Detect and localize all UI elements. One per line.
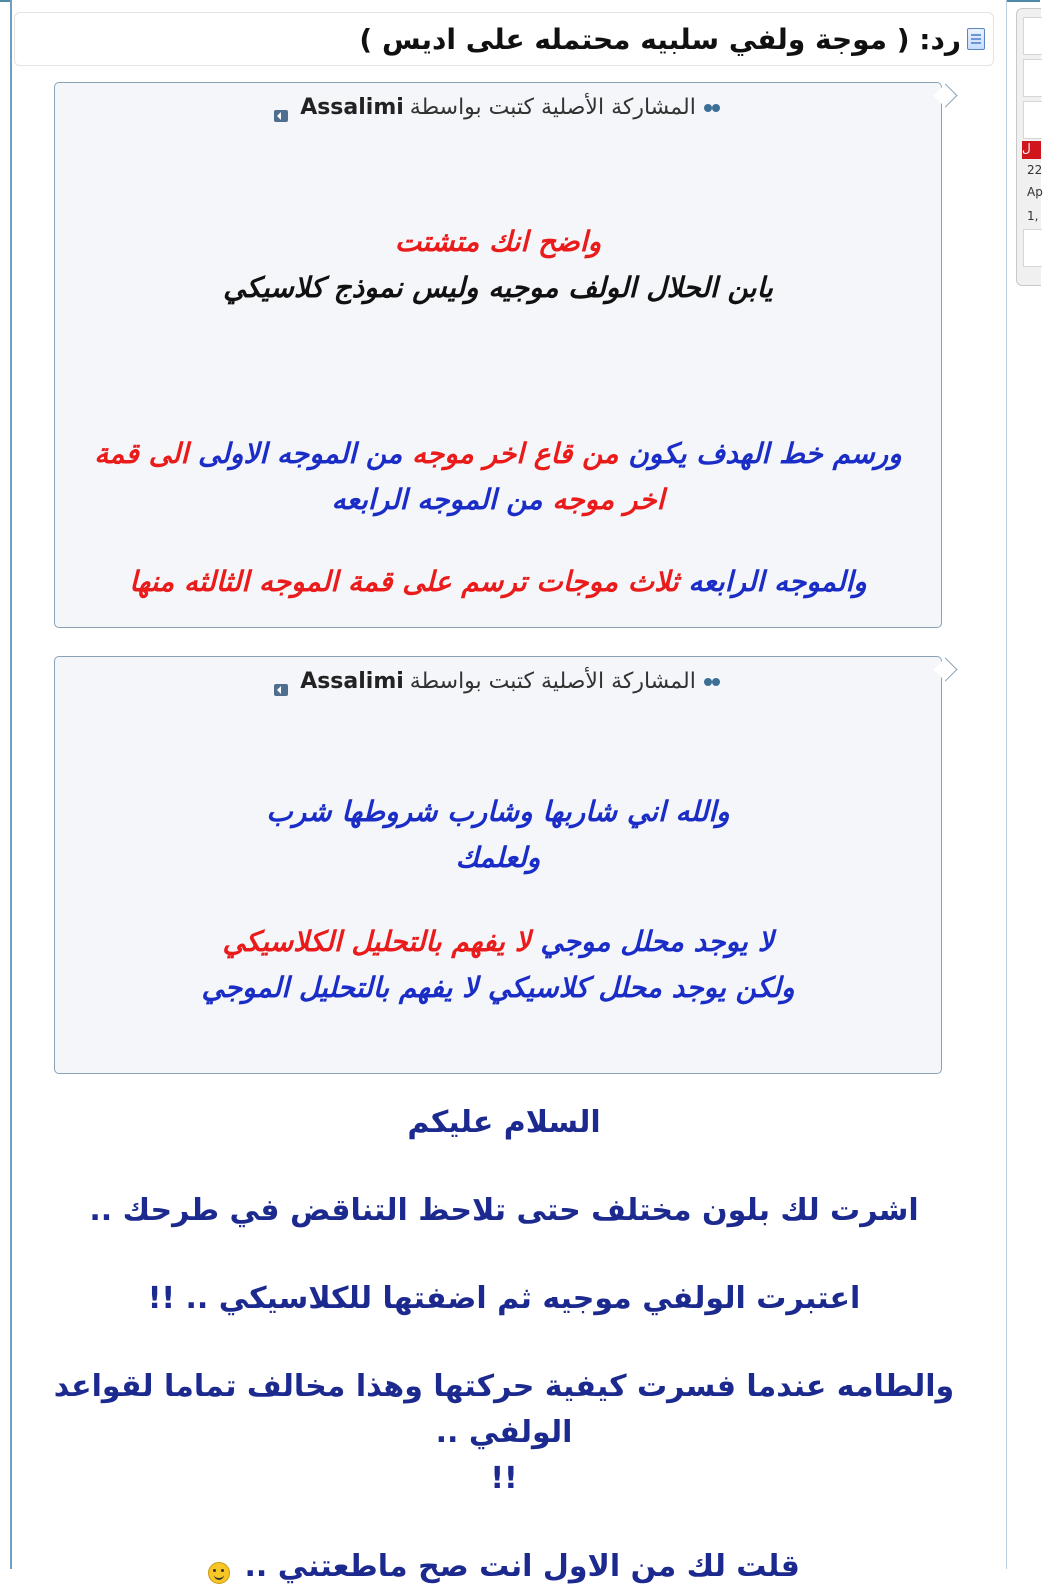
quote-text: ولعلمك	[455, 841, 541, 874]
quote-text-segment: لا يفهم بالتحليل الكلاسيكي	[222, 925, 531, 958]
quote-text: ولكن يوجد محلل كلاسيكي لا يفهم بالتحليل الموجي	[201, 971, 795, 1004]
quote-author[interactable]: Assalimi	[300, 669, 404, 694]
sidebar-button[interactable]	[1023, 59, 1042, 97]
quote-block-1	[54, 82, 942, 628]
quote-text-segment: ورسم خط الهدف يكون	[628, 437, 902, 470]
sidebar-panel	[1016, 8, 1041, 286]
quote-text: والله اني شاربها وشارب شروطها شرب	[266, 795, 730, 828]
quote-text-segment: الى قمة	[94, 437, 189, 470]
quote-text: واضح انك متشتت	[394, 225, 602, 258]
message-line: اعتبرت الولفي موجيه ثم اضفتها للكلاسيكي .. !!	[147, 1281, 861, 1316]
quote-text-segment: ثلاث موجات ترسم على قمة الموجه الثالثه منها	[129, 565, 679, 598]
quote-header	[55, 667, 941, 697]
sidebar-button[interactable]	[1023, 101, 1042, 139]
message-line	[14, 1544, 994, 1590]
quote-header-label: المشاركة الأصلية كتبت بواسطة	[409, 669, 696, 694]
quote-author[interactable]: Assalimi	[300, 95, 404, 120]
sidebar-text: Ap	[1027, 185, 1043, 199]
message-line: !!	[490, 1461, 518, 1496]
smiley-icon	[208, 1562, 230, 1584]
post-message	[14, 1100, 994, 1590]
sidebar-badge: ل	[1022, 141, 1041, 159]
view-post-icon[interactable]	[274, 110, 288, 122]
document-icon	[967, 28, 985, 50]
quote-header-label: المشاركة الأصلية كتبت بواسطة	[409, 95, 696, 120]
sidebar-text: 22	[1027, 163, 1043, 177]
quote-text: يابن الحلال الولف موجيه وليس نموذج كلاسيكي	[223, 271, 773, 304]
quote-block-2	[54, 656, 942, 1074]
sidebar-button[interactable]	[1023, 229, 1042, 267]
quote-text	[55, 559, 941, 605]
quote-text-segment: والموجه الرابعه	[688, 565, 867, 598]
message-text: قلت لك من الاول انت صح ماطعتني ..	[244, 1549, 800, 1584]
quote-text	[55, 431, 941, 477]
sidebar-text: 1,	[1027, 209, 1039, 223]
quote-text	[55, 477, 941, 523]
quote-text-segment: من قاع اخر موجه	[411, 437, 619, 470]
post-title-bar	[14, 12, 994, 66]
quote-text-segment: من الموجه الاولى	[198, 437, 403, 470]
post-title: رد: ( موجة ولفي سلبيه محتمله على اديس )	[359, 22, 961, 56]
quote-icon	[702, 674, 722, 690]
quote-header	[55, 93, 941, 123]
quote-text	[55, 919, 941, 965]
message-line: السلام عليكم	[407, 1105, 601, 1140]
quote-text-segment: من الموجه الرابعه	[331, 483, 543, 516]
message-line: والطامه عندما فسرت كيفية حركتها وهذا مخالف تماما لقواعد الولفي ..	[53, 1369, 955, 1450]
quote-text-segment: اخر موجه	[552, 483, 665, 516]
message-line: اشرت لك بلون مختلف حتى تلاحظ التناقض في طرحك ..	[89, 1193, 919, 1228]
quote-text-segment: لا يوجد محلل موجي	[540, 925, 774, 958]
sidebar-button[interactable]	[1023, 17, 1042, 55]
view-post-icon[interactable]	[274, 684, 288, 696]
quote-icon	[702, 100, 722, 116]
